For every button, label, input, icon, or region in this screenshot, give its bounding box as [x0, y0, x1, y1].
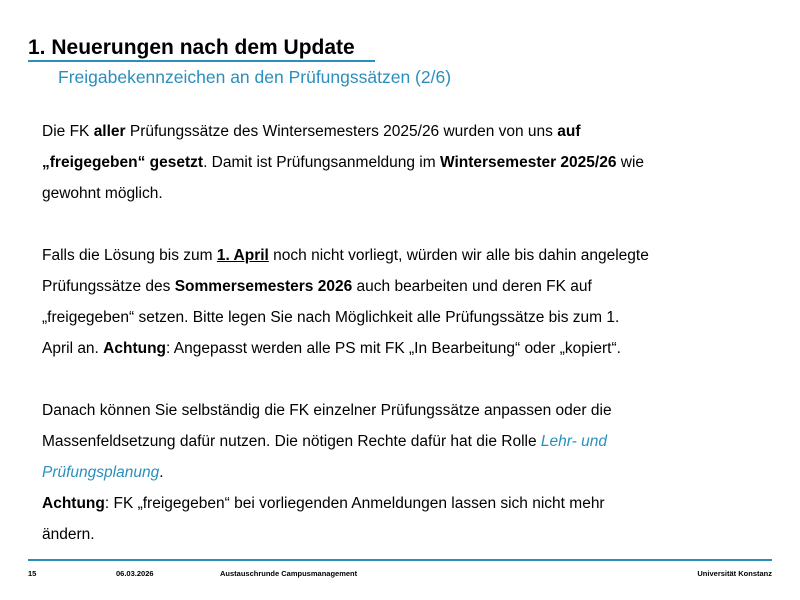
title-underline-divider [28, 60, 375, 62]
deadline-date: 1. April [216, 247, 269, 264]
text-span: wie [616, 154, 645, 171]
slide-title: 1. Neuerungen nach dem Update [28, 36, 355, 59]
footer-event-title: Austauschrunde Campusmanagement [220, 569, 358, 578]
text-line: gewohnt möglich. [42, 185, 163, 202]
text-line: ändern. [42, 526, 95, 543]
footer-date: 06.03.2026 [116, 569, 154, 578]
bold-text: Sommersemesters 2026 [174, 278, 353, 295]
text-span: Falls die Lösung bis zum [42, 247, 217, 264]
warning-label: Achtung [103, 340, 167, 357]
text-span: . Damit ist Prüfungsanmeldung im [203, 154, 440, 171]
text-span: : FK „freigegeben“ bei vorliegenden Anmeldungen lassen sich nicht mehr [104, 495, 605, 512]
warning-label: Achtung [42, 495, 105, 512]
text-line [42, 488, 782, 519]
text-line [42, 271, 782, 302]
text-span: Massenfeldsetzung dafür nutzen. Die nötigen Rechte dafür hat die Rolle [42, 433, 541, 450]
bold-text: Wintersemester 2025/26 [439, 154, 617, 171]
text-line [42, 116, 782, 147]
role-name-link[interactable]: Prüfungsplanung [42, 464, 160, 481]
text-line [42, 426, 782, 457]
text-line [42, 457, 782, 488]
footer-organization: Universität Konstanz [697, 569, 772, 578]
footer-page-number: 15 [28, 569, 37, 578]
bold-text: aller [93, 123, 126, 140]
bold-text: auf [557, 123, 581, 140]
text-span: . [159, 464, 164, 481]
footer-divider [28, 559, 772, 561]
text-span: Die FK [42, 123, 94, 140]
slide-body [42, 116, 782, 550]
paragraph-spacer [42, 209, 782, 240]
text-line: Danach können Sie selbständig die FK einzelner Prüfungssätze anpassen oder die [42, 402, 612, 419]
text-line [42, 333, 782, 364]
text-span: Prüfungssätze des [42, 278, 175, 295]
text-span: April an. [42, 340, 104, 357]
slide-subtitle: Freigabekennzeichen an den Prüfungssätzen (2/6) [58, 67, 452, 87]
text-span: : Angepasst werden alle PS mit FK „In Bearbeitung“ oder „kopiert“. [166, 340, 621, 357]
bold-text: „freigegeben“ gesetzt [42, 154, 204, 171]
text-line: „freigegeben“ setzen. Bitte legen Sie nach Möglichkeit alle Prüfungssätze bis zum 1. [42, 309, 620, 326]
paragraph-2 [42, 240, 782, 364]
text-span: Prüfungssätze des Wintersemesters 2025/26 wurden von uns [125, 123, 558, 140]
text-span: noch nicht vorliegt, würden wir alle bis dahin angelegte [268, 247, 649, 264]
text-span: auch bearbeiten und deren FK auf [352, 278, 592, 295]
paragraph-1 [42, 116, 782, 209]
role-name-link[interactable]: Lehr- und [540, 433, 607, 450]
paragraph-spacer [42, 364, 782, 395]
text-line [42, 147, 782, 178]
paragraph-3 [42, 395, 782, 550]
text-line [42, 240, 782, 271]
